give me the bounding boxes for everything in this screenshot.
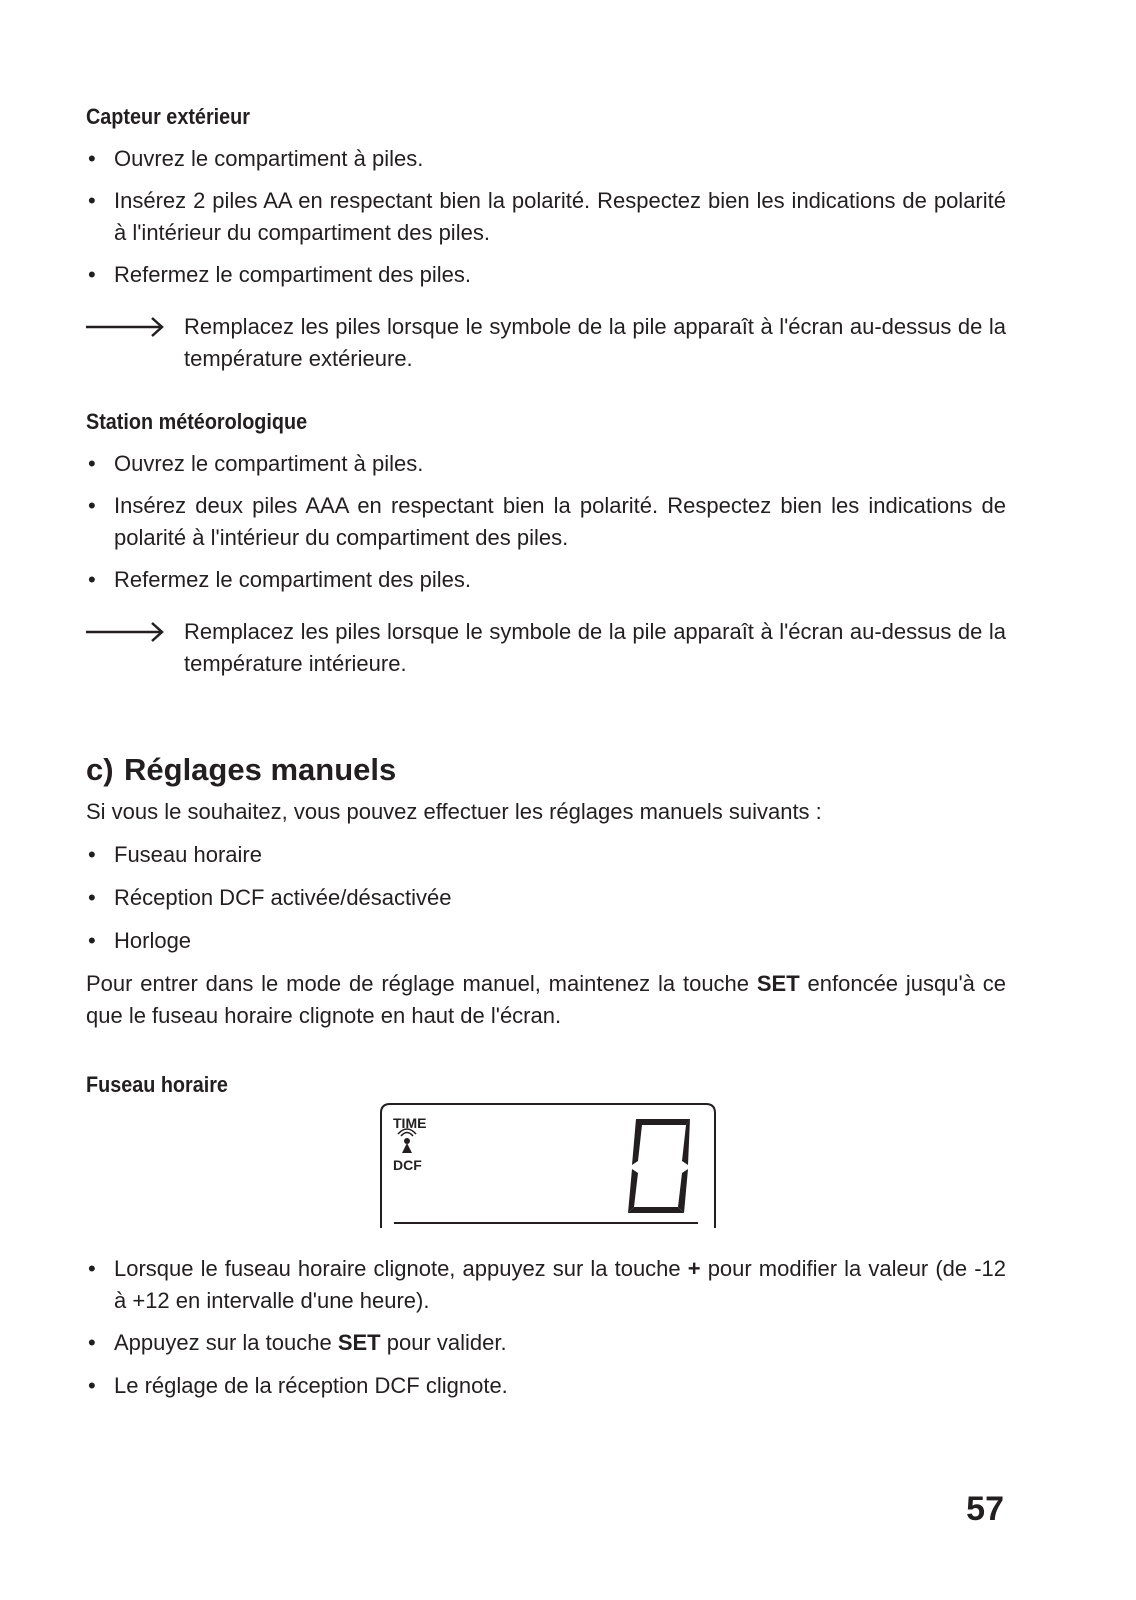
note: [86, 311, 1006, 375]
bullet-dot: •: [88, 1256, 96, 1281]
list-item: [86, 185, 1006, 249]
bullet-dot: •: [88, 928, 96, 953]
bullet-dot: •: [88, 146, 96, 171]
list-item-text: Ouvrez le compartiment à piles.: [114, 451, 424, 476]
antenna-icon: [398, 1129, 416, 1153]
bullet-dot: •: [88, 842, 96, 867]
note: [86, 616, 1006, 680]
instruction-text: enfoncée jusqu'à ce que le fuseau horaire clignote en haut de l'écran.: [86, 971, 1006, 1028]
outdoor-sensor-heading: Capteur extérieur: [86, 104, 250, 129]
list-item-text: Insérez deux piles AAA en respectant bien la polarité. Respectez bien les indications de polarité à l'intérieur du compartiment des piles.: [114, 493, 1006, 550]
arrow-right-icon: [86, 620, 166, 644]
lcd-display-illustration: [380, 1103, 716, 1229]
bullet-dot: •: [88, 188, 96, 213]
list-item: [86, 882, 1006, 914]
section-number: c): [86, 752, 114, 787]
list-item-text: Refermez le compartiment des piles.: [114, 567, 472, 592]
bullet-dot: •: [88, 567, 96, 592]
list-item-text: Refermez le compartiment des piles.: [114, 262, 472, 287]
note-text: Remplacez les piles lorsque le symbole de la pile apparaît à l'écran au-dessus de la température extérieure.: [184, 314, 1006, 371]
bullet-dot: •: [88, 493, 96, 518]
set-key-label: SET: [337, 1330, 381, 1355]
page-number: 57: [966, 1490, 1004, 1528]
list-item-text: Lorsque le fuseau horaire clignote, appuyez sur la touche + pour modifier la valeur (de -12 à +12 en intervalle d'une heure).: [114, 1256, 1007, 1313]
list-item-text: Ouvrez le compartiment à piles.: [114, 146, 424, 171]
list-item-text: Réception DCF activée/désactivée: [114, 885, 452, 910]
bullet-dot: •: [88, 1373, 96, 1398]
list-item: [86, 1370, 1006, 1402]
bullet-dot: •: [88, 262, 96, 287]
list-item: [86, 143, 1006, 175]
arrow-right-icon: [86, 315, 166, 339]
lcd-dcf-label: DCF: [393, 1157, 422, 1173]
list-item-text: Horloge: [114, 928, 192, 953]
bullet-dot: •: [88, 451, 96, 476]
note-text: Remplacez les piles lorsque le symbole de la pile apparaît à l'écran au-dessus de la température intérieure.: [184, 619, 1006, 676]
set-key-label: SET: [756, 971, 800, 996]
bullet-dot: •: [88, 885, 96, 910]
list-item: [86, 925, 1006, 957]
bullet-dot: •: [88, 1330, 96, 1355]
lcd-digit: [628, 1119, 690, 1213]
list-item: [86, 1327, 1006, 1359]
instruction-text: Pour entrer dans le mode de réglage manuel, maintenez la touche: [86, 971, 757, 996]
plus-key-label: +: [687, 1256, 701, 1281]
list-item: [86, 448, 1006, 480]
section-heading: [86, 752, 396, 788]
lcd-time-label: TIME: [393, 1115, 427, 1131]
list-item: [86, 1253, 1006, 1317]
list-item-text: Appuyez sur la touche SET pour valider.: [114, 1330, 507, 1355]
instruction-paragraph: [86, 968, 1006, 1032]
list-item: [86, 259, 1006, 291]
list-item: [86, 564, 1006, 596]
section-title: Réglages manuels: [124, 752, 397, 787]
weather-station-heading: Station météorologique: [86, 409, 308, 434]
intro-paragraph: Si vous le souhaitez, vous pouvez effectuer les réglages manuels suivants :: [86, 799, 822, 824]
list-item-text: Fuseau horaire: [114, 842, 262, 867]
list-item: [86, 839, 1006, 871]
list-item: [86, 490, 1006, 554]
list-item-text: Le réglage de la réception DCF clignote.: [114, 1373, 508, 1398]
list-item-text: Insérez 2 piles AA en respectant bien la polarité. Respectez bien les indications de polarité à l'intérieur du compartiment des piles.: [114, 188, 1006, 245]
timezone-heading: Fuseau horaire: [86, 1072, 228, 1097]
